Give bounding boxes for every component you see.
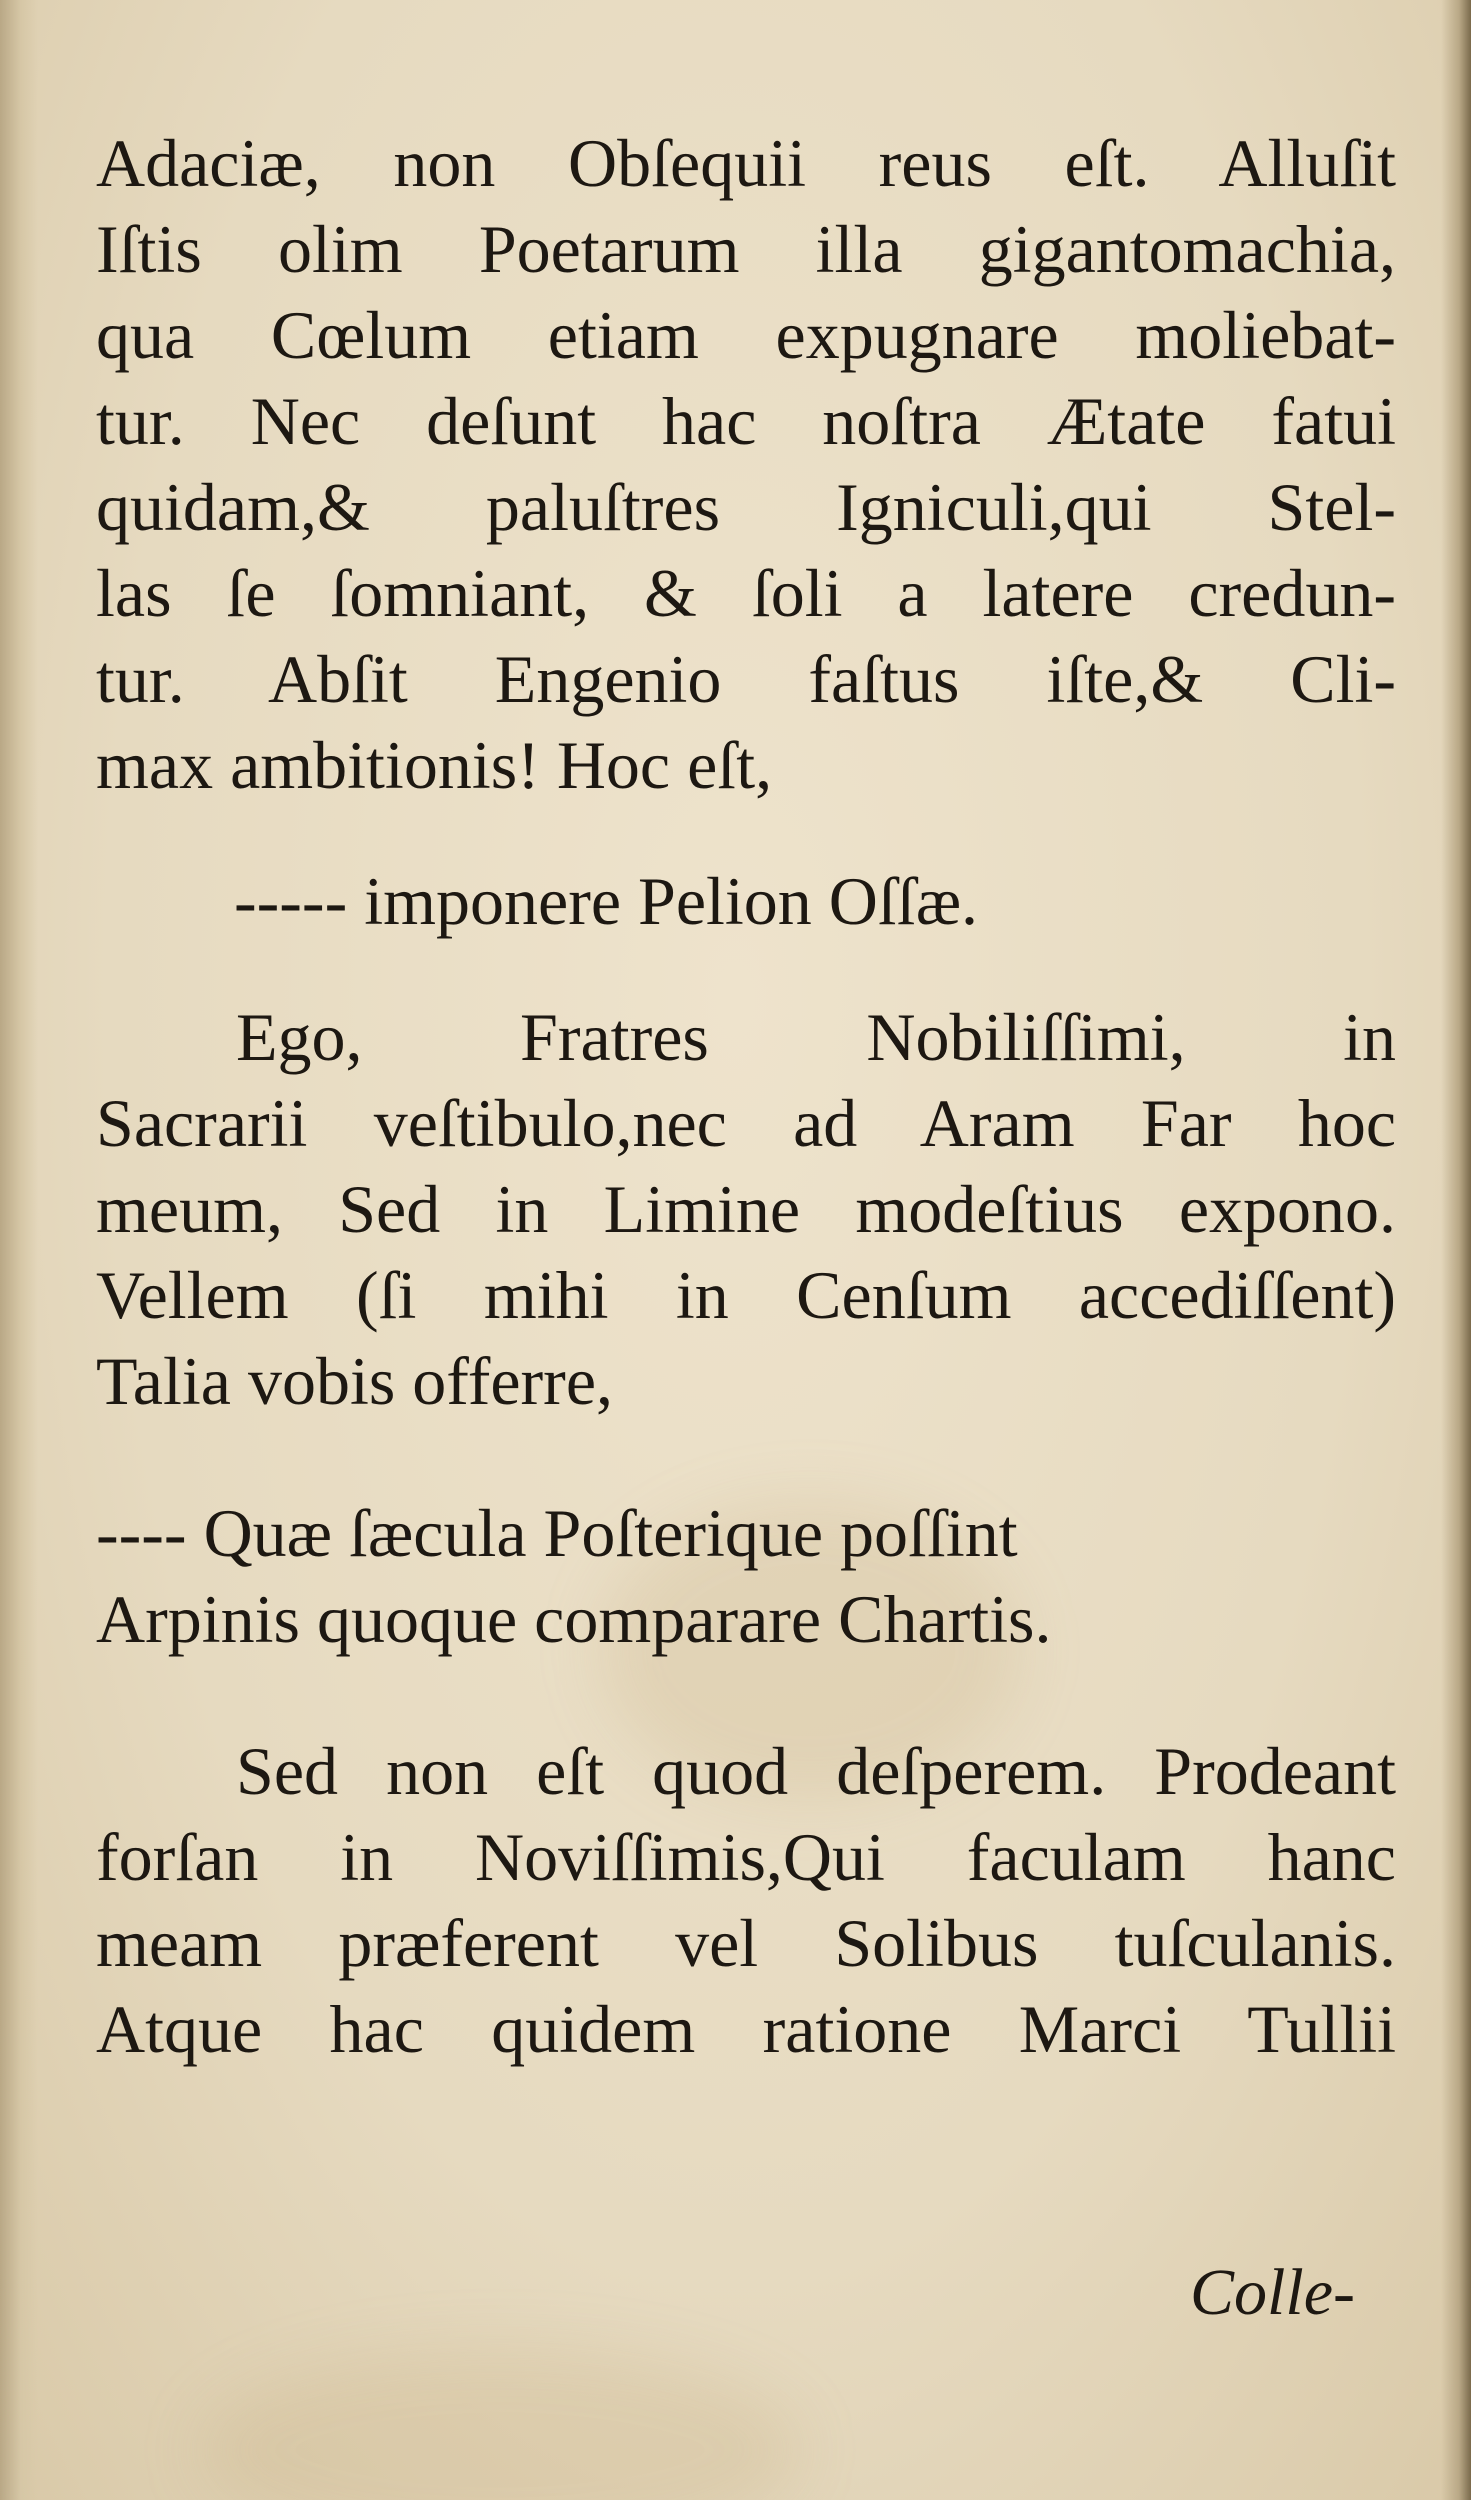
page-left-edge [0,0,38,2500]
catchword: Colle- [1190,2256,1355,2329]
text-line: meum, Sed in Limine modeſtius expono. [96,1171,1396,1247]
text-line: Sacrarii veſtibulo,nec ad Aram Far hoc [96,1085,1396,1161]
text-line: Atque hac quidem ratione Marci Tullii [96,1991,1396,2067]
text-line: Adaciæ, non Obſequii reus eſt. Alluſit [96,125,1396,201]
text-line: las ſe ſomniant, & ſoli a latere credun- [96,555,1396,631]
text-line: Iſtis olim Poetarum illa gigantomachia, [96,211,1396,287]
verse-quote: Arpinis quoque comparare Chartis. [96,1581,1052,1657]
text-line: Talia vobis offerre, [96,1343,614,1419]
text-line: forſan in Noviſſimis,Qui faculam hanc [96,1819,1396,1895]
text-line: Ego, Fratres Nobiliſſimi, in [236,999,1396,1075]
text-line: Sed non eſt quod deſperem. Prodeant [236,1733,1396,1809]
text-line: quidam,& paluſtres Igniculi,qui Stel- [96,469,1396,545]
verse-quote: ----- imponere Pelion Oſſæ. [234,863,979,939]
page-right-edge [1441,0,1471,2500]
paper-stain [200,2350,800,2500]
text-line: Vellem (ſi mihi in Cenſum accediſſent) [96,1257,1396,1333]
text-line: tur. Nec deſunt hac noſtra Ætate fatui [96,383,1396,459]
body-text [96,120,1396,2072]
text-line: qua Cœlum etiam expugnare moliebat- [96,297,1396,373]
verse-quote: ---- Quæ ſæcula Poſterique poſſint [96,1495,1018,1571]
text-line: tur. Abſit Engenio faſtus iſte,& Cli- [96,641,1396,717]
text-line: meam præferent vel Solibus tuſculanis. [96,1905,1396,1981]
text-line: max ambitionis! Hoc eſt, [96,727,773,803]
